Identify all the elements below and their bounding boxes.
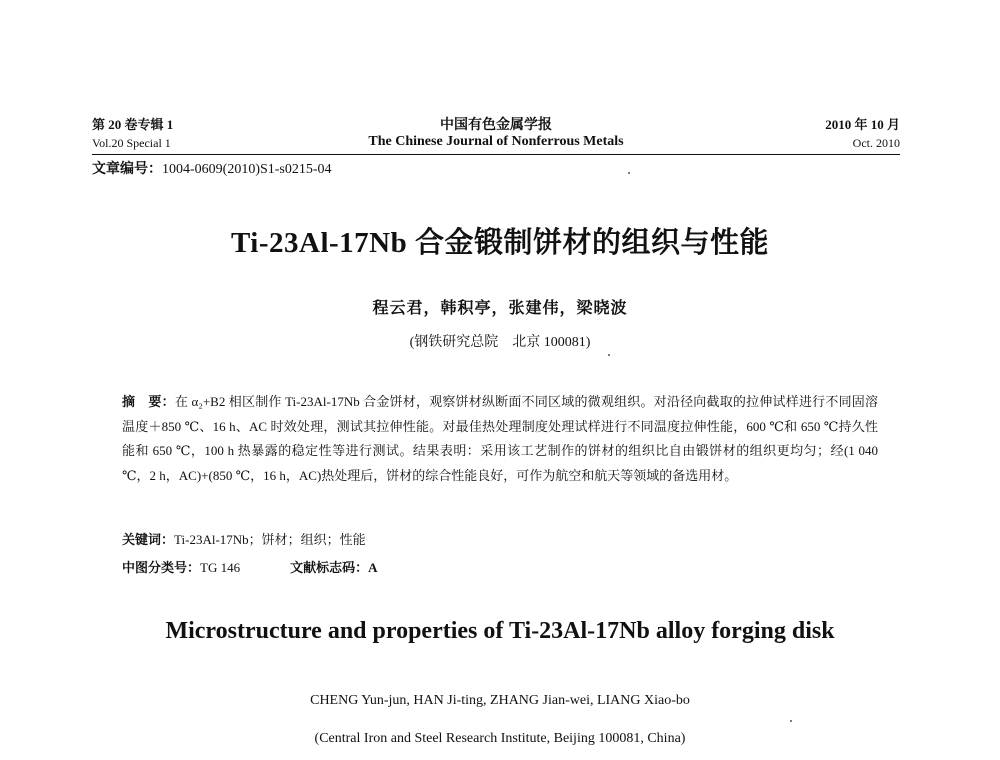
abstract-text: 在 α₂+B2 相区制作 Ti-23Al-17Nb 合金饼材，观察饼材纵断面不同区域的微观组织。对沿径向截取的拉伸试样进行不同固溶温度＋850 ℃、16 h、AC 时效处理，测试其拉伸性能。对最佳热处理制度处理试样进行不同温度拉伸性能，600 ℃和 650 ℃持久性能和 650 ℃，100 h 热暴露的稳定性等进行测试。结果表明：采用该工艺制作的饼材的组织比自由锻饼材的组织更均匀；经(1 040 ℃，2 h，AC)+(850 ℃，16 h，AC)热处理后，饼材的综合性能良好，可作为航空和航天等领域的备选用材。	[122, 394, 878, 483]
article-number-label: 文章编号：	[92, 162, 162, 177]
keywords-label: 关键词：	[122, 532, 175, 547]
running-header	[92, 114, 900, 158]
header-rule	[92, 154, 900, 155]
authors-cn: 程云君，韩积亭，张建伟，梁晓波	[372, 300, 628, 317]
title-cn: Ti-23Al-17Nb 合金锻制饼材的组织与性能	[230, 227, 769, 259]
running-header-cn-row	[92, 114, 900, 136]
date-cn: 2010 年 10 月	[825, 117, 900, 132]
article-number-value: 1004-0609(2010)S1-s0215-04	[162, 162, 332, 177]
scan-speck	[608, 354, 610, 356]
article-number	[92, 158, 332, 178]
clc-label: 中图分类号：	[122, 560, 201, 575]
clc-value: TG 146	[200, 560, 241, 575]
title-en: Microstructure and properties of Ti-23Al-17Nb alloy forging disk	[165, 618, 835, 644]
scan-speck	[790, 720, 792, 722]
keywords	[122, 529, 366, 548]
abstract-cn	[122, 390, 878, 488]
volume-cn: 第 20 卷专辑 1	[92, 117, 174, 132]
scan-speck	[628, 172, 630, 174]
keywords-text: Ti-23Al-17Nb；饼材；组织；性能	[174, 532, 366, 547]
volume-en: Vol.20 Special 1	[92, 136, 171, 150]
classification	[122, 557, 378, 576]
abstract-label: 摘 要：	[122, 394, 175, 409]
affiliation-cn: (钢铁研究总院 北京 100081)	[409, 335, 591, 350]
doc-code-value: A	[368, 560, 378, 575]
journal-name-cn: 中国有色金属学报	[440, 118, 552, 133]
doc-code-label: 文献标志码：	[290, 560, 369, 575]
affiliation-en: (Central Iron and Steel Research Institute, Beijing 100081, China)	[314, 731, 686, 746]
authors-en: CHENG Yun-jun, HAN Ji-ting, ZHANG Jian-wei, LIANG Xiao-bo	[310, 693, 690, 708]
date-en: Oct. 2010	[852, 136, 900, 150]
journal-name-en: The Chinese Journal of Nonferrous Metals	[368, 134, 624, 149]
